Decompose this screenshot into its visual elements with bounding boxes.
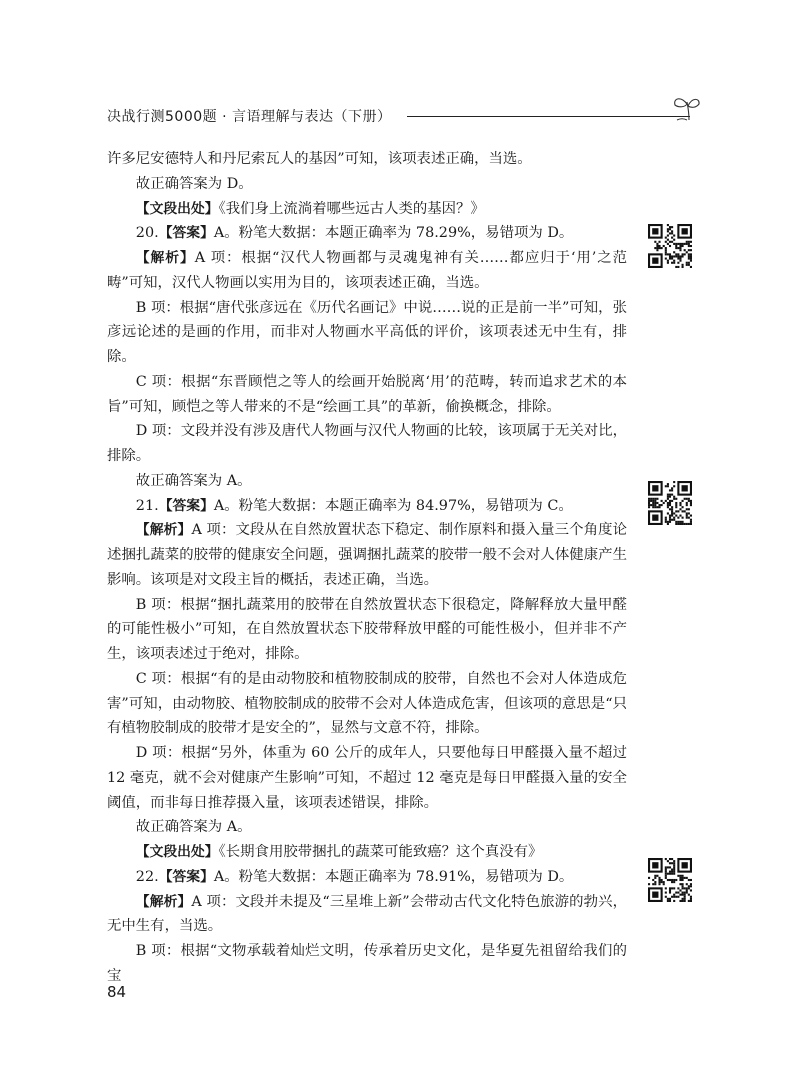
paragraph: B 项：根据“文物承载着灿烂文明，传承着历史文化，是华夏先祖留给我们的宝 (107, 943, 627, 984)
analysis-tag: 【解析】 (135, 250, 195, 266)
paragraph: 故正确答案为 A。 (135, 472, 252, 489)
question-number: 22. (135, 868, 159, 885)
analysis-paragraph (107, 246, 627, 296)
book-title: 决战行测5000题 · 言语理解与表达（下册） (107, 109, 392, 125)
question-number: 20. (135, 225, 159, 242)
analysis-paragraph (107, 518, 627, 592)
qr-code-icon[interactable] (648, 224, 692, 268)
source-line (107, 197, 627, 222)
paragraph: D 项：文段并没有涉及唐代人物画与汉代人物画的比较，该项属于无关对比，排除。 (107, 423, 627, 464)
source-line (107, 840, 627, 865)
header-rule (407, 116, 690, 117)
paragraph: 故正确答案为 A。 (135, 819, 252, 836)
analysis-tag: 【解析】 (135, 522, 192, 539)
analysis-paragraph (107, 890, 627, 940)
source-text: 《长期食用胶带捆扎的蔬菜可能致癌？这个真没有》 (218, 844, 543, 860)
paragraph: 许多尼安德特人和丹尼索瓦人的基因”可知，该项表述正确，当选。 (107, 151, 532, 167)
question-number: 21. (135, 497, 159, 514)
sprout-icon (667, 92, 707, 122)
answer-text: A。粉笔大数据：本题正确率为 84.97%，易错项为 C。 (213, 497, 573, 514)
answer-tag: 【答案】 (158, 225, 214, 242)
paragraph: C 项：根据“东晋顾恺之等人的绘画开始脱离‘用’的范畴，转而追求艺术的本旨”可知，顾恺之等人带来的不是“绘画工具”的革新，偷换概念，排除。 (107, 373, 627, 415)
analysis-tag: 【解析】 (135, 893, 192, 910)
paragraph: D 项：根据“另外，体重为 60 公斤的成年人，只要他每日甲醛摄入量不超过 12 毫克，就不会对健康产生影响”可知，不超过 12 毫克是每日甲醛摄入量的安全阈值，而非每日推荐摄入量，该项表述错误，排除。 (107, 745, 627, 811)
paragraph: 故正确答案为 D。 (135, 175, 253, 192)
analysis-text: A 项：根据“汉代人物画都与灵魂鬼神有关……都应归于‘用’之范畴”可知，汉代人物画以实用为目的，该项表述正确，当选。 (107, 250, 627, 291)
answer-text: A。粉笔大数据：本题正确率为 78.91%，易错项为 D。 (213, 868, 574, 885)
running-header (107, 106, 697, 128)
answer-line (107, 221, 627, 246)
qr-code-icon[interactable] (648, 858, 692, 902)
paragraph: C 项：根据“有的是由动物胶和植物胶制成的胶带，自然也不会对人体造成危害”可知，由动物胶、植物胶制成的胶带不会对人体造成危害，但该项的意思是“只有植物胶制成的胶带才是安全的”，显然与文意不符，排除。 (107, 670, 627, 737)
answer-line (107, 865, 627, 890)
qr-code-icon[interactable] (648, 481, 692, 525)
source-tag: 【文段出处】 (135, 200, 219, 217)
paragraph: B 项：根据“捆扎蔬菜用的胶带在自然放置状态下很稳定，降解释放大量甲醛的可能性极小”可知，在自然放置状态下胶带释放甲醛的可能性极小，但并非不产生，该项表述过于绝对，排除。 (107, 596, 627, 662)
answer-tag: 【答案】 (158, 868, 214, 885)
source-tag: 【文段出处】 (135, 844, 219, 860)
page-content (107, 147, 627, 989)
analysis-text: A 项：文段并未提及“三星堆上新”会带动古代文化特色旅游的勃兴，无中生有，当选。 (107, 893, 628, 935)
paragraph: B 项：根据“唐代张彦远在《历代名画记》中说……说的正是前一半”可知，张彦远论述的是画的作用，而非对人物画水平高低的评价，该项表述无中生有，排除。 (107, 299, 627, 365)
source-text: 《我们身上流淌着哪些远古人类的基因？》 (218, 200, 485, 217)
answer-text: A。粉笔大数据：本题正确率为 78.29%，易错项为 D。 (213, 225, 574, 242)
page-number: 84 (107, 983, 127, 1001)
answer-tag: 【答案】 (158, 497, 214, 514)
analysis-text: A 项：文段从在自然放置状态下稳定、制作原料和摄入量三个角度论述捆扎蔬菜的胶带的健康安全问题，强调捆扎蔬菜的胶带一般不会对人体健康产生影响。该项是对文段主旨的概括，表述正确，当选。 (107, 522, 627, 588)
answer-line (107, 494, 627, 519)
